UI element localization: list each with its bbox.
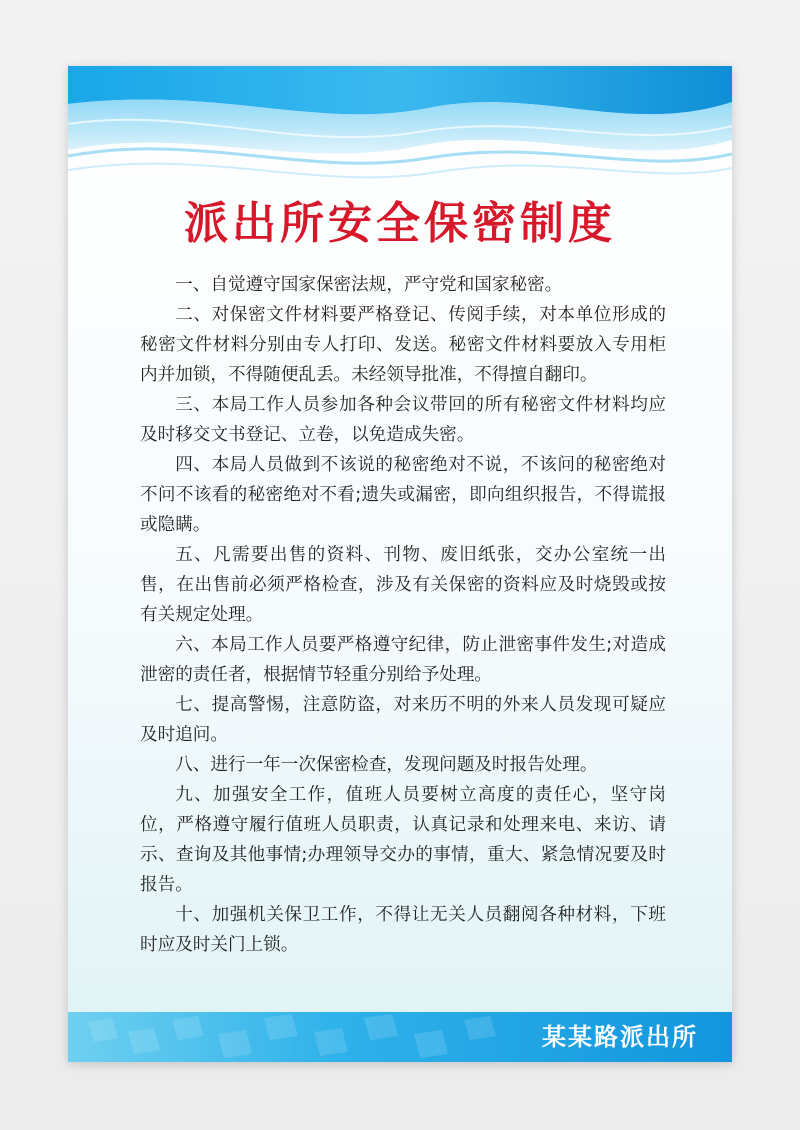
paragraph-7: 七、提高警惕，注意防盗，对来历不明的外来人员发现可疑应及时追问。: [140, 695, 666, 745]
paragraph-3: 三、本局工作人员参加各种会议带回的所有秘密文件材料均应及时移交文书登记、立卷，以免造成失密。: [140, 395, 666, 445]
paragraph-6: 六、本局工作人员要严格遵守纪律，防止泄密事件发生;对造成泄密的责任者，根据情节轻重分别给予处理。: [140, 635, 666, 685]
paragraph-9: 九、加强安全工作，值班人员要树立高度的责任心，坚守岗位，严格遵守履行值班人员职责，认真记录和处理来电、来访、请示、查询及其他事情;办理领导交办的事情，重大、紧急情况要及时报告。: [140, 785, 666, 895]
paragraph-4: 四、本局人员做到不该说的秘密绝对不说，不该问的秘密绝对不问不该看的秘密绝对不看;遗失或漏密，即向组织报告，不得谎报或隐瞒。: [140, 455, 666, 535]
paragraph-2: 二、对保密文件材料要严格登记、传阅手续，对本单位形成的秘密文件材料分别由专人打印、发送。秘密文件材料要放入专用柜内并加锁，不得随便乱丢。未经领导批准，不得擅自翻印。: [140, 305, 666, 385]
top-wave-decoration: [68, 66, 732, 206]
regulation-body: [140, 270, 666, 960]
paragraph-10: 十、加强机关保卫工作，不得让无关人员翻阅各种材料，下班时应及时关门上锁。: [140, 905, 666, 955]
paragraph-8: 八、进行一年一次保密检查，发现问题及时报告处理。: [175, 755, 598, 775]
organization-name: 某某路派出所: [542, 1023, 698, 1051]
poster: [68, 66, 732, 1062]
paragraph-5: 五、凡需要出售的资料、刊物、废旧纸张，交办公室统一出售，在出售前必须严格检查，涉及有关保密的资料应及时烧毁或按有关规定处理。: [140, 545, 666, 625]
footer-banner: [68, 1012, 732, 1062]
page-title: 派出所安全保密制度: [184, 198, 616, 249]
paragraph-1: 一、自觉遵守国家保密法规，严守党和国家秘密。: [175, 275, 563, 295]
